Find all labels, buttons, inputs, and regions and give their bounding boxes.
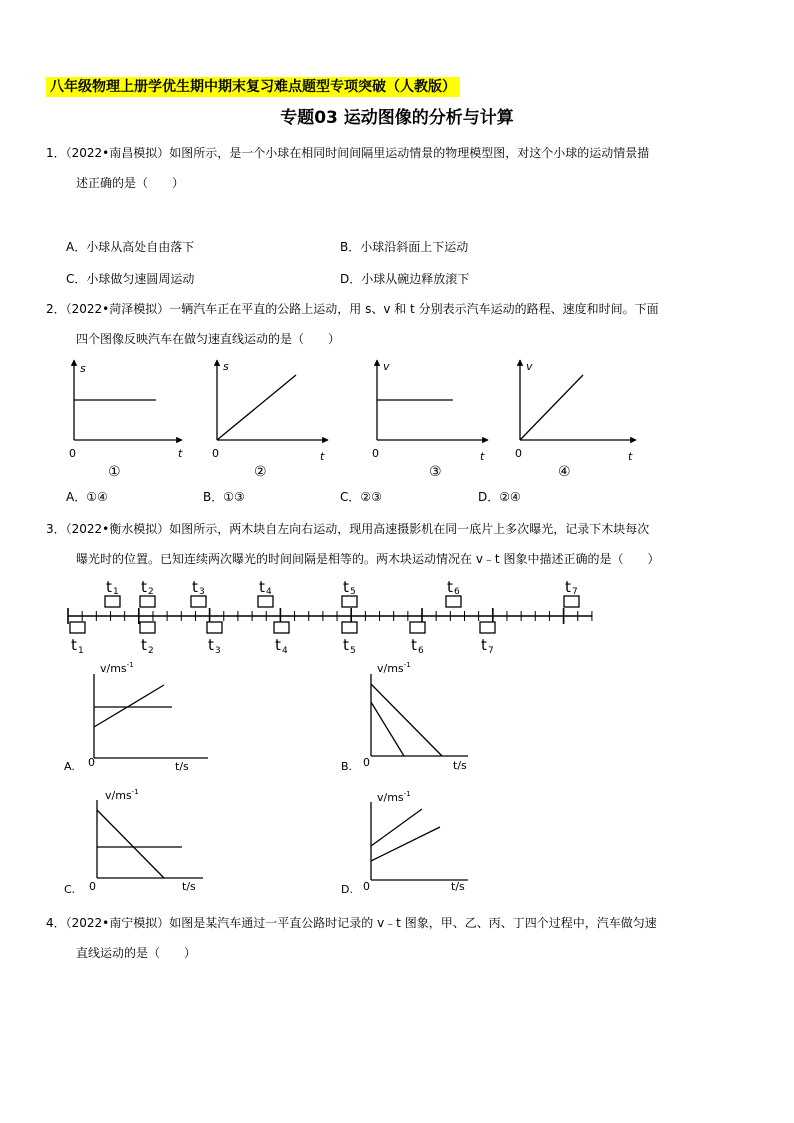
graph-line xyxy=(371,702,404,756)
bottom-time-sub: 7 xyxy=(488,646,494,656)
q2-option-b: B．①③ xyxy=(203,490,245,504)
x-axis-label: t xyxy=(480,450,485,463)
page-title: 专题03 运动图像的分析与计算 xyxy=(280,108,514,128)
option-letter: B. xyxy=(341,760,353,773)
top-time-label: t xyxy=(192,578,198,596)
top-block xyxy=(105,596,120,607)
bottom-time-sub: 3 xyxy=(215,646,221,656)
bottom-block xyxy=(140,622,155,633)
graph-line xyxy=(371,809,422,846)
y-axis-label: s xyxy=(80,362,86,375)
y-axis-label: s xyxy=(223,360,229,373)
q1-stem-line1: 1．（2022•南昌模拟）如图所示，是一个小球在相同时间间隔里运动情景的物理模型图，对这个小球的运动情景描 xyxy=(46,146,650,160)
graph-line xyxy=(94,685,164,727)
graph-line xyxy=(97,810,164,878)
q3-stem-line2: 曝光时的位置。已知连续两次曝光的时间间隔是相等的。两木块运动情况在 v﹣t 图象中描述正确的是（ ） xyxy=(76,552,660,566)
graph-number: ④ xyxy=(558,464,571,480)
top-time-label: t xyxy=(259,578,265,596)
bottom-block xyxy=(274,622,289,633)
graph-number: ② xyxy=(254,464,267,480)
top-time-sub: 1 xyxy=(113,587,119,597)
origin-label: 0 xyxy=(372,447,379,460)
top-block xyxy=(191,596,206,607)
q2-option-a: A．①④ xyxy=(66,490,108,504)
bottom-time-label: t xyxy=(481,636,487,654)
x-axis-label: t xyxy=(628,450,633,463)
top-blocks xyxy=(105,578,579,607)
q3-option-graphs xyxy=(60,662,760,898)
option-letter: A. xyxy=(64,760,75,773)
option-letter: D. xyxy=(341,883,353,896)
graph-line xyxy=(371,827,440,861)
top-time-label: t xyxy=(106,578,112,596)
top-time-label: t xyxy=(141,578,147,596)
q4-stem-line1: 4．（2022•南宁模拟）如图是某汽车通过一平直公路时记录的 v﹣t 图象，甲、乙、丙、丁四个过程中，汽车做匀速 xyxy=(46,916,657,930)
q2-graph-3 xyxy=(372,360,488,480)
q1-option-c: C．小球做匀速圆周运动 xyxy=(66,272,195,286)
x-axis-label: t/s xyxy=(175,760,189,773)
top-time-label: t xyxy=(565,578,571,596)
top-time-sub: 3 xyxy=(199,587,205,597)
q3-graph-a xyxy=(64,661,208,773)
top-block xyxy=(564,596,579,607)
origin-label: 0 xyxy=(363,756,370,769)
q2-stem-line2: 四个图像反映汽车在做匀速直线运动的是（ ） xyxy=(76,332,341,346)
origin-label: 0 xyxy=(69,447,76,460)
bottom-block xyxy=(207,622,222,633)
x-axis-label: t/s xyxy=(182,880,196,893)
top-block xyxy=(446,596,461,607)
y-axis-label: $v/ms^{-1}$ xyxy=(377,661,411,675)
bottom-block xyxy=(480,622,495,633)
origin-label: 0 xyxy=(88,756,95,769)
bottom-time-sub: 4 xyxy=(282,646,288,656)
bottom-time-label: t xyxy=(141,636,147,654)
top-time-sub: 2 xyxy=(148,587,154,597)
q3-graph-c xyxy=(64,788,203,896)
q1-option-d: D．小球从碗边释放滚下 xyxy=(340,272,470,286)
top-time-sub: 4 xyxy=(266,587,272,597)
bottom-block xyxy=(342,622,357,633)
origin-label: 0 xyxy=(363,880,370,893)
q4-stem-line2: 直线运动的是（ ） xyxy=(76,946,197,960)
q2-option-c: C．②③ xyxy=(340,490,382,504)
top-block xyxy=(140,596,155,607)
bottom-time-sub: 6 xyxy=(418,646,424,656)
x-axis-label: t xyxy=(178,447,183,460)
q3-graph-b xyxy=(341,661,468,773)
x-axis-label: t/s xyxy=(453,759,467,772)
q3-graph-d xyxy=(341,790,468,896)
y-axis-label: v xyxy=(526,360,533,373)
bottom-time-label: t xyxy=(275,636,281,654)
q2-graph-1 xyxy=(69,360,183,480)
top-block xyxy=(258,596,273,607)
bottom-time-sub: 5 xyxy=(350,646,356,656)
q1-option-b: B．小球沿斜面上下运动 xyxy=(340,240,469,254)
bottom-time-label: t xyxy=(71,636,77,654)
top-time-sub: 5 xyxy=(350,587,356,597)
y-axis-label: v xyxy=(383,360,390,373)
graph-number: ① xyxy=(108,464,121,480)
top-time-label: t xyxy=(447,578,453,596)
bottom-time-label: t xyxy=(343,636,349,654)
y-axis-label: $v/ms^{-1}$ xyxy=(105,788,139,802)
x-axis-label: t xyxy=(320,450,325,463)
top-time-sub: 6 xyxy=(454,587,460,597)
q1-stem-line2: 述正确的是（ ） xyxy=(76,176,185,190)
origin-label: 0 xyxy=(212,447,219,460)
top-time-sub: 7 xyxy=(572,587,578,597)
q2-stem-line1: 2．（2022•菏泽模拟）一辆汽车正在平直的公路上运动，用 s、v 和 t 分别表示汽车运动的路程、速度和时间。下面 xyxy=(46,302,659,316)
bottom-blocks xyxy=(70,622,495,656)
option-letter: C. xyxy=(64,883,76,896)
graph-line xyxy=(217,375,296,440)
bottom-block xyxy=(70,622,85,633)
graph-number: ③ xyxy=(429,464,442,480)
graph-line xyxy=(520,375,583,440)
top-time-label: t xyxy=(343,578,349,596)
x-axis-label: t/s xyxy=(451,880,465,893)
top-block xyxy=(342,596,357,607)
bottom-time-sub: 2 xyxy=(148,646,154,656)
q2-graphs xyxy=(60,358,760,480)
origin-label: 0 xyxy=(89,880,96,893)
bottom-time-label: t xyxy=(411,636,417,654)
bottom-time-sub: 1 xyxy=(78,646,84,656)
q1-option-a: A．小球从高处自由落下 xyxy=(66,240,195,254)
series-banner: 八年级物理上册学优生期中期末复习难点题型专项突破（人教版） xyxy=(46,77,460,97)
q2-option-d: D．②④ xyxy=(478,490,521,504)
bottom-time-label: t xyxy=(208,636,214,654)
q2-graph-4 xyxy=(515,360,636,480)
bottom-block xyxy=(410,622,425,633)
y-axis-label: $v/ms^{-1}$ xyxy=(100,661,134,675)
q2-graph-2 xyxy=(212,360,328,480)
q3-stem-line1: 3．（2022•衡水模拟）如图所示，两木块自左向右运动，现用高速摄影机在同一底片上多次曝光，记录下木块每次 xyxy=(46,522,650,536)
exposure-diagram xyxy=(60,572,600,656)
origin-label: 0 xyxy=(515,447,522,460)
y-axis-label: $v/ms^{-1}$ xyxy=(377,790,411,804)
